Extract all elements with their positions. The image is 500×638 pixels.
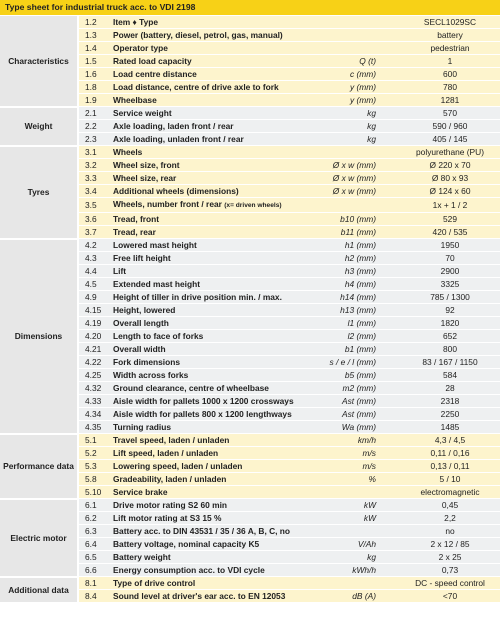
spec-number: 4.15 xyxy=(78,304,110,317)
spec-number: 4.32 xyxy=(78,382,110,395)
spec-description xyxy=(110,551,324,564)
spec-number: 4.35 xyxy=(78,421,110,434)
spec-value: 1 xyxy=(400,55,500,68)
spec-unit: y (mm) xyxy=(324,94,400,107)
spec-description xyxy=(110,473,324,486)
spec-description-text: Battery acc. to DIN 43531 / 35 / 36 A, B, C, no xyxy=(113,526,291,537)
spec-number: 3.5 xyxy=(78,198,110,213)
spec-description xyxy=(110,291,324,304)
spec-value: 0,45 xyxy=(400,499,500,512)
spec-unit: kW xyxy=(324,499,400,512)
spec-value: 0,11 / 0,16 xyxy=(400,447,500,460)
spec-description-text: Wheel size, front xyxy=(113,160,180,171)
spec-unit xyxy=(324,29,400,42)
spec-description-text: Rated load capacity xyxy=(113,56,192,67)
spec-unit: h1 (mm) xyxy=(324,239,400,252)
spec-number: 5.10 xyxy=(78,486,110,499)
spec-unit: h14 (mm) xyxy=(324,291,400,304)
spec-number: 4.21 xyxy=(78,343,110,356)
spec-row xyxy=(0,16,500,29)
spec-description xyxy=(110,512,324,525)
spec-unit: kg xyxy=(324,551,400,564)
spec-description xyxy=(110,538,324,551)
spec-value: SECL1029SC xyxy=(400,16,500,29)
spec-value: 3325 xyxy=(400,278,500,291)
spec-description-text: Overall length xyxy=(113,318,169,329)
spec-value: 2318 xyxy=(400,395,500,408)
spec-value: 2,2 xyxy=(400,512,500,525)
spec-description xyxy=(110,447,324,460)
spec-description xyxy=(110,317,324,330)
spec-description-text: Item ♦ Type xyxy=(113,17,159,28)
spec-description xyxy=(110,369,324,382)
spec-description-text: Wheelbase xyxy=(113,95,157,106)
spec-description xyxy=(110,29,324,42)
spec-row xyxy=(0,577,500,590)
spec-description-text: Wheel size, rear xyxy=(113,173,177,184)
spec-unit xyxy=(324,198,400,213)
spec-unit: kW xyxy=(324,512,400,525)
spec-number: 1.6 xyxy=(78,68,110,81)
spec-description-text: Power (battery, diesel, petrol, gas, manual) xyxy=(113,30,283,41)
spec-number: 6.6 xyxy=(78,564,110,577)
spec-description-text: Travel speed, laden / unladen xyxy=(113,435,230,446)
spec-value: 1281 xyxy=(400,94,500,107)
spec-description xyxy=(110,213,324,226)
spec-value: 2250 xyxy=(400,408,500,421)
spec-number: 1.2 xyxy=(78,16,110,29)
spec-description-text: Battery voltage, nominal capacity K5 xyxy=(113,539,260,550)
spec-number: 6.3 xyxy=(78,525,110,538)
spec-description xyxy=(110,81,324,94)
spec-description xyxy=(110,590,324,603)
spec-value: 600 xyxy=(400,68,500,81)
spec-description xyxy=(110,16,324,29)
spec-description xyxy=(110,94,324,107)
spec-unit: Q (t) xyxy=(324,55,400,68)
spec-value: Ø 220 x 70 xyxy=(400,159,500,172)
spec-description xyxy=(110,239,324,252)
spec-value: Ø 124 x 60 xyxy=(400,185,500,198)
spec-number: 2.2 xyxy=(78,120,110,133)
spec-description xyxy=(110,421,324,434)
group-label: Electric motor xyxy=(0,499,78,577)
spec-value: 1485 xyxy=(400,421,500,434)
spec-value: 70 xyxy=(400,252,500,265)
spec-description-text: Length to face of forks xyxy=(113,331,204,342)
spec-description-text: Load centre distance xyxy=(113,69,197,80)
spec-description-text: Lift speed, laden / unladen xyxy=(113,448,219,459)
spec-value: 590 / 960 xyxy=(400,120,500,133)
spec-value: 4,3 / 4,5 xyxy=(400,434,500,447)
spec-description-note: (x= driven wheels) xyxy=(224,202,282,210)
spec-unit xyxy=(324,525,400,538)
spec-description-text: Wheels, number front / rear xyxy=(113,199,222,210)
spec-description xyxy=(110,278,324,291)
spec-description xyxy=(110,395,324,408)
spec-description-text: Energy consumption acc. to VDI cycle xyxy=(113,565,265,576)
spec-description-text: Ground clearance, centre of wheelbase xyxy=(113,383,269,394)
spec-description-text: Lowered mast height xyxy=(113,240,197,251)
spec-description xyxy=(110,185,324,198)
spec-unit: Ø x w (mm) xyxy=(324,159,400,172)
spec-value: no xyxy=(400,525,500,538)
spec-value: 83 / 167 / 1150 xyxy=(400,356,500,369)
spec-value: 92 xyxy=(400,304,500,317)
spec-description-text: Service brake xyxy=(113,487,168,498)
spec-unit: Ø x w (mm) xyxy=(324,172,400,185)
spec-description xyxy=(110,68,324,81)
spec-unit xyxy=(324,577,400,590)
spec-value: 570 xyxy=(400,107,500,120)
spec-value: 28 xyxy=(400,382,500,395)
spec-description xyxy=(110,265,324,278)
spec-number: 3.2 xyxy=(78,159,110,172)
spec-description-text: Sound level at driver's ear acc. to EN 12053 xyxy=(113,591,286,602)
spec-value: 780 xyxy=(400,81,500,94)
spec-unit: V/Ah xyxy=(324,538,400,551)
spec-description-text: Aisle width for pallets 800 x 1200 lengthways xyxy=(113,409,292,420)
spec-number: 5.8 xyxy=(78,473,110,486)
spec-number: 4.2 xyxy=(78,239,110,252)
spec-number: 5.2 xyxy=(78,447,110,460)
spec-unit: Ast (mm) xyxy=(324,408,400,421)
spec-description xyxy=(110,304,324,317)
spec-description xyxy=(110,408,324,421)
spec-number: 1.4 xyxy=(78,42,110,55)
spec-number: 6.4 xyxy=(78,538,110,551)
spec-number: 3.1 xyxy=(78,146,110,159)
spec-description-text: Operator type xyxy=(113,43,168,54)
spec-description-text: Fork dimensions xyxy=(113,357,181,368)
spec-description xyxy=(110,577,324,590)
spec-description xyxy=(110,382,324,395)
spec-number: 6.2 xyxy=(78,512,110,525)
spec-description-text: Extended mast height xyxy=(113,279,201,290)
spec-number: 1.3 xyxy=(78,29,110,42)
spec-description-text: Gradeability, laden / unladen xyxy=(113,474,227,485)
spec-description xyxy=(110,564,324,577)
spec-value: 652 xyxy=(400,330,500,343)
spec-table xyxy=(0,16,500,604)
spec-description xyxy=(110,172,324,185)
spec-description-text: Tread, rear xyxy=(113,227,156,238)
spec-description-text: Load distance, centre of drive axle to fork xyxy=(113,82,279,93)
spec-unit: s / e / l (mm) xyxy=(324,356,400,369)
spec-description-text: Width across forks xyxy=(113,370,189,381)
spec-unit: y (mm) xyxy=(324,81,400,94)
spec-unit: m/s xyxy=(324,447,400,460)
spec-description xyxy=(110,146,324,159)
spec-number: 4.5 xyxy=(78,278,110,291)
spec-description xyxy=(110,55,324,68)
spec-number: 4.9 xyxy=(78,291,110,304)
spec-number: 3.3 xyxy=(78,172,110,185)
spec-unit: h4 (mm) xyxy=(324,278,400,291)
spec-unit: kg xyxy=(324,133,400,146)
spec-value: polyurethane (PU) xyxy=(400,146,500,159)
group-label: Weight xyxy=(0,107,78,146)
spec-description xyxy=(110,460,324,473)
spec-value: Ø 80 x 93 xyxy=(400,172,500,185)
spec-number: 4.33 xyxy=(78,395,110,408)
spec-number: 1.5 xyxy=(78,55,110,68)
spec-number: 8.4 xyxy=(78,590,110,603)
spec-description xyxy=(110,198,324,213)
spec-value: DC - speed control xyxy=(400,577,500,590)
spec-number: 6.1 xyxy=(78,499,110,512)
spec-description-text: Additional wheels (dimensions) xyxy=(113,186,239,197)
spec-value: 5 / 10 xyxy=(400,473,500,486)
spec-value: 0,73 xyxy=(400,564,500,577)
spec-description-text: Wheels xyxy=(113,147,143,158)
spec-description xyxy=(110,356,324,369)
spec-unit: kWh/h xyxy=(324,564,400,577)
group-label: Additional data xyxy=(0,577,78,603)
spec-description xyxy=(110,525,324,538)
spec-unit: km/h xyxy=(324,434,400,447)
spec-description xyxy=(110,133,324,146)
spec-number: 4.19 xyxy=(78,317,110,330)
spec-number: 6.5 xyxy=(78,551,110,564)
spec-unit: l1 (mm) xyxy=(324,317,400,330)
spec-description-text: Lift motor rating at S3 15 % xyxy=(113,513,222,524)
spec-description-text: Free lift height xyxy=(113,253,171,264)
spec-description xyxy=(110,434,324,447)
spec-value: 0,13 / 0,11 xyxy=(400,460,500,473)
spec-description xyxy=(110,486,324,499)
spec-value: electromagnetic xyxy=(400,486,500,499)
spec-value: 2 x 12 / 85 xyxy=(400,538,500,551)
spec-value: 785 / 1300 xyxy=(400,291,500,304)
spec-description-text: Turning radius xyxy=(113,422,172,433)
spec-number: 1.9 xyxy=(78,94,110,107)
spec-unit: kg xyxy=(324,120,400,133)
spec-unit: kg xyxy=(324,107,400,120)
spec-description-text: Overall width xyxy=(113,344,166,355)
spec-value: 405 / 145 xyxy=(400,133,500,146)
spec-number: 3.4 xyxy=(78,185,110,198)
spec-value: <70 xyxy=(400,590,500,603)
spec-value: 1x + 1 / 2 xyxy=(400,198,500,213)
spec-description-text: Type of drive control xyxy=(113,578,196,589)
spec-unit: Ø x w (mm) xyxy=(324,185,400,198)
spec-number: 5.3 xyxy=(78,460,110,473)
spec-number: 3.7 xyxy=(78,226,110,239)
spec-number: 1.8 xyxy=(78,81,110,94)
spec-description-text: Drive motor rating S2 60 min xyxy=(113,500,228,511)
spec-unit: dB (A) xyxy=(324,590,400,603)
spec-number: 4.3 xyxy=(78,252,110,265)
sheet-title: Type sheet for industrial truck acc. to VDI 2198 xyxy=(0,0,500,16)
group-label: Performance data xyxy=(0,434,78,499)
spec-unit: h3 (mm) xyxy=(324,265,400,278)
spec-value: 584 xyxy=(400,369,500,382)
spec-value: 800 xyxy=(400,343,500,356)
spec-value: pedestrian xyxy=(400,42,500,55)
spec-unit: b5 (mm) xyxy=(324,369,400,382)
spec-description xyxy=(110,107,324,120)
spec-description-text: Tread, front xyxy=(113,214,160,225)
spec-table-body xyxy=(0,16,500,603)
spec-description-text: Height, lowered xyxy=(113,305,176,316)
spec-unit: % xyxy=(324,473,400,486)
spec-value: battery xyxy=(400,29,500,42)
spec-number: 4.34 xyxy=(78,408,110,421)
spec-value: 2 x 25 xyxy=(400,551,500,564)
spec-unit: Ast (mm) xyxy=(324,395,400,408)
spec-value: 2900 xyxy=(400,265,500,278)
spec-unit: h2 (mm) xyxy=(324,252,400,265)
spec-description-text: Height of tiller in drive position min. / max. xyxy=(113,292,282,303)
spec-row xyxy=(0,499,500,512)
spec-number: 4.20 xyxy=(78,330,110,343)
spec-unit: c (mm) xyxy=(324,68,400,81)
spec-number: 2.1 xyxy=(78,107,110,120)
spec-description xyxy=(110,226,324,239)
spec-unit: h13 (mm) xyxy=(324,304,400,317)
group-label: Tyres xyxy=(0,146,78,239)
spec-description xyxy=(110,159,324,172)
spec-description xyxy=(110,42,324,55)
spec-description xyxy=(110,330,324,343)
group-label: Characteristics xyxy=(0,16,78,107)
spec-description xyxy=(110,252,324,265)
spec-value: 1950 xyxy=(400,239,500,252)
spec-number: 8.1 xyxy=(78,577,110,590)
spec-unit: m/s xyxy=(324,460,400,473)
spec-unit: Wa (mm) xyxy=(324,421,400,434)
spec-description-text: Axle loading, unladen front / rear xyxy=(113,134,244,145)
spec-number: 4.22 xyxy=(78,356,110,369)
spec-unit: b11 (mm) xyxy=(324,226,400,239)
spec-description xyxy=(110,343,324,356)
spec-unit: m2 (mm) xyxy=(324,382,400,395)
spec-number: 4.4 xyxy=(78,265,110,278)
spec-description-text: Lowering speed, laden / unladen xyxy=(113,461,243,472)
spec-description-text: Aisle width for pallets 1000 x 1200 crossways xyxy=(113,396,294,407)
spec-description xyxy=(110,120,324,133)
spec-value: 420 / 535 xyxy=(400,226,500,239)
spec-unit xyxy=(324,16,400,29)
spec-row xyxy=(0,107,500,120)
spec-description-text: Battery weight xyxy=(113,552,171,563)
spec-description-text: Service weight xyxy=(113,108,172,119)
spec-row xyxy=(0,434,500,447)
group-label: Dimensions xyxy=(0,239,78,434)
spec-unit xyxy=(324,486,400,499)
spec-number: 2.3 xyxy=(78,133,110,146)
spec-description xyxy=(110,499,324,512)
spec-unit: b1 (mm) xyxy=(324,343,400,356)
spec-row xyxy=(0,239,500,252)
spec-number: 3.6 xyxy=(78,213,110,226)
spec-number: 5.1 xyxy=(78,434,110,447)
spec-description-text: Axle loading, laden front / rear xyxy=(113,121,234,132)
spec-value: 529 xyxy=(400,213,500,226)
spec-unit xyxy=(324,146,400,159)
spec-unit xyxy=(324,42,400,55)
spec-number: 4.25 xyxy=(78,369,110,382)
spec-row xyxy=(0,146,500,159)
spec-description-text: Lift xyxy=(113,266,127,277)
spec-unit: b10 (mm) xyxy=(324,213,400,226)
spec-value: 1820 xyxy=(400,317,500,330)
spec-unit: l2 (mm) xyxy=(324,330,400,343)
